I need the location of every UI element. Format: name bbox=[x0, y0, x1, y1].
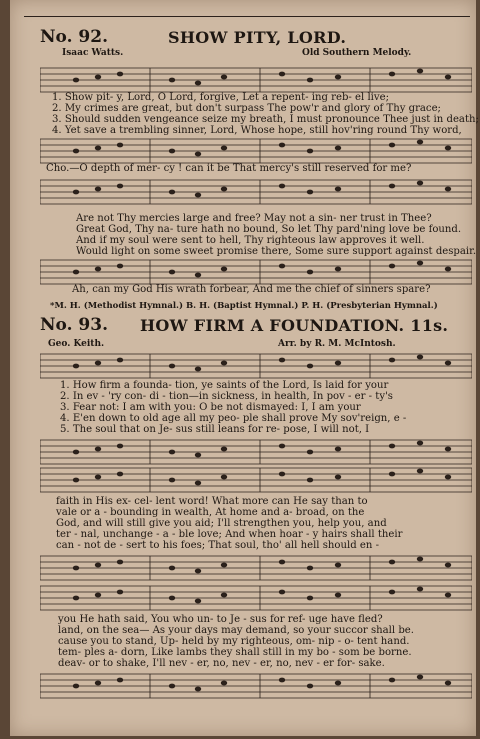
verse-line: land, on the sea— As your days may demand, so your succor shall be. bbox=[58, 625, 414, 636]
verse-line: tem- ples a- dorn, Like lambs they shall still in my bo - som be borne. bbox=[58, 647, 412, 658]
verse-line: ter - nal, unchange - a - ble love; And when hoar - y hairs shall their bbox=[56, 529, 403, 540]
hymnal-footnote: *M. H. (Methodist Hymnal.) B. H. (Baptist Hymnal.) P. H. (Presbyterian Hymnal.) bbox=[50, 301, 438, 311]
verse-line: 4. Yet save a trembling sinner, Lord, Whose hope, still hov'ring round Thy word, bbox=[52, 125, 462, 136]
staff-bass bbox=[40, 668, 472, 704]
verse-line: 2. My crimes are great, but don't surpass The pow'r and glory of Thy grace; bbox=[52, 103, 441, 114]
verse-line: 1. How firm a founda- tion, ye saints of the Lord, Is laid for your bbox=[60, 380, 389, 391]
hymnal-page bbox=[10, 0, 479, 736]
staff-treble bbox=[40, 348, 472, 384]
hymn-92-title: SHOW PITY, LORD. bbox=[168, 28, 347, 47]
verse-line: 3. Fear not: I am with you: O be not dismayed: I, I am your bbox=[60, 402, 361, 413]
verse-line: 4. E'en down to old age all my peo- ple shall prove My sov'reign, e - bbox=[60, 413, 407, 424]
hymn-93-author: Geo. Keith. bbox=[48, 339, 105, 349]
hymn-92-tune: Old Southern Melody. bbox=[302, 48, 412, 58]
verse-line: God, and will still give you aid; I'll strengthen you, help you, and bbox=[56, 518, 387, 529]
verse-line: Would light on some sweet promise there, Some sure support against despair. bbox=[76, 246, 477, 257]
hymn-93-title: HOW FIRM A FOUNDATION. 11s. bbox=[140, 316, 449, 335]
verse-line: cause you to stand, Up- held by my righteous, om- nip - o- tent hand. bbox=[58, 636, 410, 647]
staff-treble bbox=[40, 174, 472, 210]
verse-line: 1. Show pit- y, Lord, O Lord, forgive, Let a repent- ing reb- el live; bbox=[52, 92, 389, 103]
verse-line: faith in His ex- cel- lent word! What more can He say than to bbox=[56, 496, 368, 507]
verse-line: you He hath said, You who un- to Je - sus for ref- uge have fled? bbox=[58, 614, 383, 625]
verse-line: vale or a - bounding in wealth, At home and a- broad, on the bbox=[56, 507, 365, 518]
verse-line: 3. Should sudden vengeance seize my breath, I must pronounce Thee just in death; bbox=[52, 114, 479, 125]
verse-line: Great God, Thy na- ture hath no bound, So let Thy pard'ning love be found. bbox=[76, 224, 462, 235]
verse-line: 5. The soul that on Je- sus still leans for re- pose, I will not, I bbox=[60, 424, 370, 435]
staff-treble bbox=[40, 462, 472, 498]
chorus-line: Ah, can my God His wrath forbear, And me the chief of sinners spare? bbox=[72, 284, 431, 295]
hymn-92-author: Isaac Watts. bbox=[62, 48, 124, 58]
top-rule bbox=[24, 16, 470, 17]
hymn-92-number: No. 92. bbox=[40, 27, 108, 47]
verse-line: deav- or to shake, I'll nev - er, no, nev - er, no, nev - er for- sake. bbox=[58, 658, 385, 669]
verse-line: 2. In ev - 'ry con- di - tion—in sickness, in health, In pov - er - ty's bbox=[60, 391, 393, 402]
verse-line: can - not de - sert to his foes; That soul, tho' all hell should en - bbox=[56, 540, 379, 551]
verse-line: And if my soul were sent to hell, Thy righteous law approves it well. bbox=[76, 235, 425, 246]
hymn-93-arranger: Arr. by R. M. McIntosh. bbox=[278, 339, 396, 349]
verse-line: Are not Thy mercies large and free? May not a sin- ner trust in Thee? bbox=[76, 213, 432, 224]
chorus-line: Cho.—O depth of mer- cy ! can it be That mercy's still reserved for me? bbox=[46, 163, 412, 174]
hymn-93-number: No. 93. bbox=[40, 315, 108, 335]
staff-treble bbox=[40, 580, 472, 616]
